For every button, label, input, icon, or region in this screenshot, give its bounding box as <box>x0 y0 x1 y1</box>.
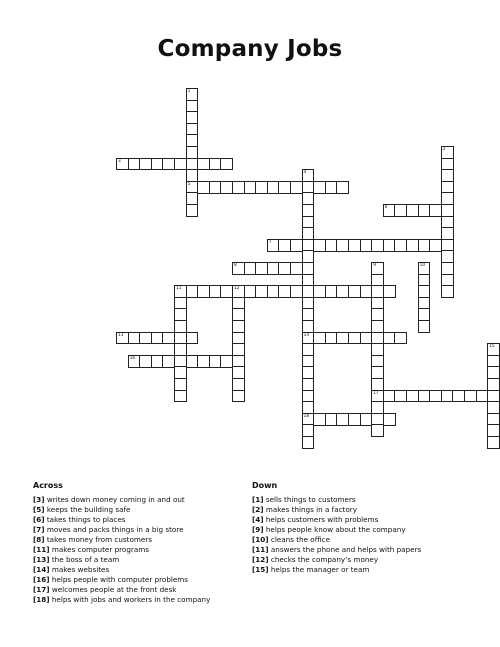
grid-cell[interactable] <box>174 390 187 403</box>
clue-number: 1 <box>187 89 191 94</box>
clue-number: [17] <box>33 585 50 594</box>
clue-number: [7] <box>33 525 45 534</box>
clue-number: [18] <box>33 595 50 604</box>
grid-cell[interactable] <box>429 239 442 252</box>
clue-text: helps the manager or team <box>268 565 370 574</box>
clue-item <box>33 565 263 575</box>
clue-item <box>33 505 263 515</box>
clue-text: sells things to customers <box>263 495 356 504</box>
clue-item <box>33 555 263 565</box>
clue-item <box>252 525 482 535</box>
grid-cell[interactable] <box>290 239 303 252</box>
down-clues <box>252 481 482 575</box>
clue-number: 8 <box>234 263 237 268</box>
clue-number: 9 <box>373 263 376 268</box>
clue-text: makes things in a factory <box>263 505 357 514</box>
clue-number: [1] <box>252 495 264 504</box>
clue-number: [5] <box>33 505 45 514</box>
clue-text: answers the phone and helps with papers <box>268 545 422 554</box>
clue-number: 12 <box>234 286 240 292</box>
grid-cell[interactable] <box>220 158 233 171</box>
grid-cell[interactable] <box>360 332 373 345</box>
across-clues <box>33 481 263 605</box>
grid-cell[interactable] <box>487 436 500 449</box>
clue-item <box>33 515 263 525</box>
clue-number: [8] <box>33 535 45 544</box>
clue-text: helps with jobs and workers in the company <box>49 595 211 604</box>
clue-text: welcomes people at the front desk <box>49 585 177 594</box>
clue-number: 15 <box>489 344 495 350</box>
clue-number: 7 <box>268 239 272 245</box>
clue-text: writes down money coming in and out <box>44 495 185 504</box>
grid-cell[interactable] <box>418 320 431 333</box>
clue-number: [4] <box>252 515 264 524</box>
grid-cell[interactable] <box>429 204 442 217</box>
clue-text: helps customers with problems <box>263 515 379 524</box>
clue-item <box>33 525 263 535</box>
clue-number: [3] <box>33 495 45 504</box>
clue-text: helps people know about the company <box>263 525 406 534</box>
clue-item <box>252 545 482 555</box>
clue-number: 3 <box>118 158 121 164</box>
grid-cell[interactable] <box>302 436 315 449</box>
clue-number: [12] <box>252 555 269 564</box>
clue-number: 17 <box>373 390 379 396</box>
clue-number: 5 <box>187 181 191 187</box>
clue-item <box>252 505 482 515</box>
grid-cell[interactable] <box>162 355 175 368</box>
clue-text: cleans the office <box>268 535 331 544</box>
clue-item <box>33 585 263 595</box>
grid-cell[interactable] <box>383 285 396 298</box>
clue-item <box>252 515 482 525</box>
clue-text: makes computer programs <box>49 545 149 554</box>
clue-number: 13 <box>118 332 124 338</box>
grid-cell[interactable] <box>232 390 245 403</box>
clue-text: the boss of a team <box>49 555 120 564</box>
clue-number: [14] <box>33 565 50 574</box>
clue-item <box>33 545 263 555</box>
clue-text: keeps the building safe <box>44 505 131 514</box>
clue-item <box>252 565 482 575</box>
down-clue-list <box>252 495 482 575</box>
grid-cell[interactable] <box>174 158 187 171</box>
clue-number: [15] <box>252 565 269 574</box>
grid-cell[interactable] <box>290 262 303 275</box>
clue-item <box>33 575 263 585</box>
clue-item <box>252 535 482 545</box>
across-clue-list <box>33 495 263 605</box>
clue-number: 2 <box>442 147 446 152</box>
grid-cell[interactable] <box>394 332 407 345</box>
clue-number: [11] <box>252 545 269 554</box>
grid-cell[interactable] <box>383 413 396 426</box>
clue-number: 6 <box>384 205 388 210</box>
clue-text: makes websites <box>49 565 110 574</box>
clue-number: 11 <box>176 286 182 292</box>
clue-number: [10] <box>252 535 269 544</box>
grid-cell[interactable] <box>360 285 373 298</box>
grid-cell[interactable] <box>186 204 199 217</box>
clue-number: [13] <box>33 555 50 564</box>
clue-number: 14 <box>303 332 310 338</box>
grid-cell[interactable] <box>441 285 454 298</box>
clue-number: 16 <box>129 355 136 361</box>
grid-cell[interactable] <box>290 181 303 194</box>
clue-item <box>33 535 263 545</box>
grid-cell[interactable] <box>476 390 489 403</box>
clue-number: [11] <box>33 545 50 554</box>
grid-cell[interactable] <box>220 355 233 368</box>
clue-number: 18 <box>303 413 310 419</box>
clue-text: takes things to places <box>44 515 126 524</box>
clue-text: moves and packs things in a big store <box>44 525 184 534</box>
clue-text: takes money from customers <box>44 535 152 544</box>
clue-item <box>252 555 482 565</box>
clue-number: [9] <box>252 525 264 534</box>
clue-number: [2] <box>252 505 264 514</box>
page-title: Company Jobs <box>157 36 343 62</box>
grid-cell[interactable] <box>290 285 303 298</box>
grid-cell[interactable] <box>360 413 373 426</box>
grid-cell[interactable] <box>336 181 349 194</box>
grid-cell[interactable] <box>186 332 199 345</box>
clue-text: checks the company’s money <box>268 555 379 564</box>
clue-item <box>33 595 263 605</box>
across-heading: Across <box>33 481 63 490</box>
grid-cell[interactable] <box>162 332 175 345</box>
clue-text: helps people with computer problems <box>49 575 189 584</box>
clue-number: 10 <box>419 263 426 268</box>
clue-number: [16] <box>33 575 50 584</box>
clue-item <box>252 495 482 505</box>
clue-number: [6] <box>33 515 45 524</box>
grid-cell[interactable] <box>371 424 384 437</box>
clue-item <box>33 495 263 505</box>
clue-number: 4 <box>303 170 307 176</box>
down-heading: Down <box>252 481 278 490</box>
